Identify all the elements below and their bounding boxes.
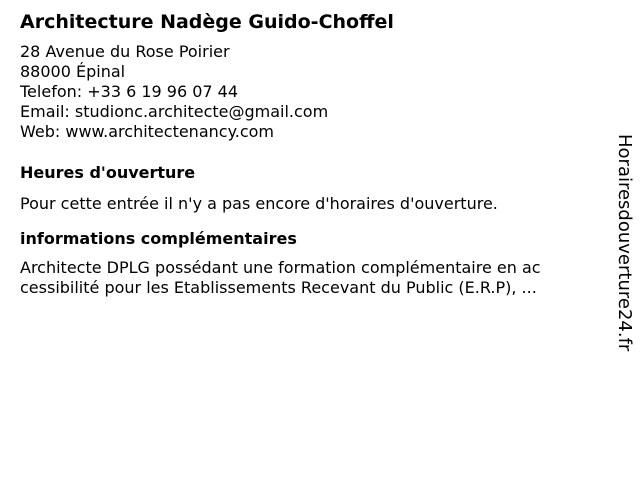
- phone-number: Telefon: +33 6 19 96 07 44: [20, 82, 239, 101]
- street-address: 28 Avenue du Rose Poirier: [20, 42, 230, 61]
- additional-info-line: Architecte DPLG possédant une formation complémentaire en ac: [20, 258, 541, 277]
- city-postal-code: 88000 Épinal: [20, 62, 126, 81]
- business-name: Architecture Nadège Guido-Choffel: [20, 11, 394, 33]
- opening-hours-heading: Heures d'ouverture: [20, 163, 196, 182]
- additional-info-heading: informations complémentaires: [20, 229, 297, 248]
- address-block: [20, 42, 595, 142]
- website-address: Web: www.architectenancy.com: [20, 122, 275, 141]
- opening-hours-text: Pour cette entrée il n'y a pas encore d'horaires d'ouverture.: [20, 194, 498, 213]
- additional-info-line: cessibilité pour les Etablissements Recevant du Public (E.R.P), ...: [20, 278, 537, 297]
- additional-info-text: [20, 258, 595, 298]
- business-card: [20, 10, 595, 298]
- email-address: Email: studionc.architecte@gmail.com: [20, 102, 329, 121]
- site-watermark: Horairesdouverture24.fr: [614, 134, 635, 352]
